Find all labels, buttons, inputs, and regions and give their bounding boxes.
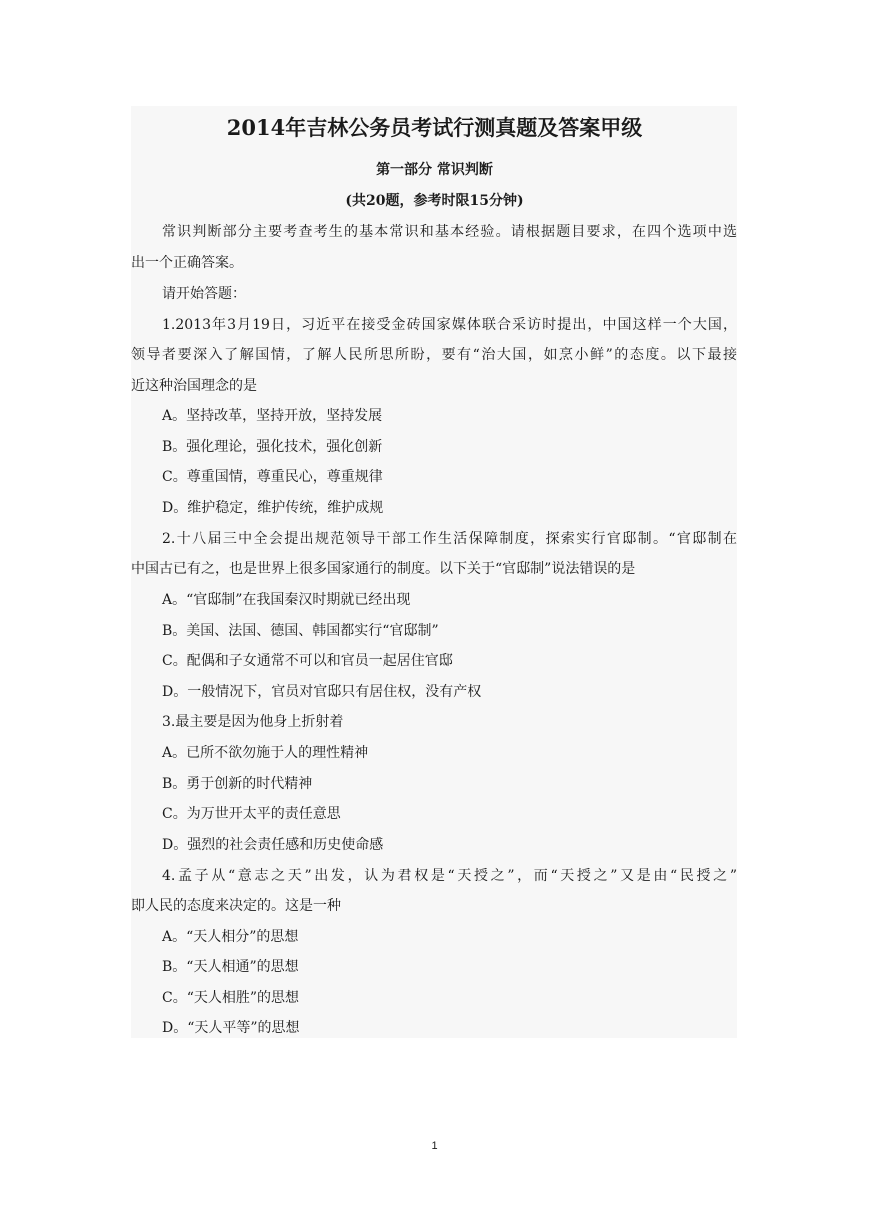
question-stem: 领导者要深入了解国情，了解人民所思所盼，要有“治大国，如烹小鲜”的态度。以下最接 [131, 347, 737, 363]
question-stem: 即人民的态度来决定的。这是一种 [131, 898, 341, 914]
option-d: D。强烈的社会责任感和历史使命感 [162, 837, 384, 853]
option-a: A。“天人相分”的思想 [162, 929, 299, 945]
option-c: C。配偶和子女通常不可以和官员一起居住官邸 [162, 653, 453, 669]
intro-paragraph: 常识判断部分主要考查考生的基本常识和基本经验。请根据题目要求，在四个选项中选 [162, 224, 737, 240]
option-b: B。勇于创新的时代精神 [162, 776, 313, 792]
option-b: B。“天人相通”的思想 [162, 959, 299, 975]
page-number: 1 [431, 1140, 438, 1152]
option-c: C。“天人相胜”的思想 [162, 990, 300, 1006]
option-a: A。坚持改革，坚持开放，坚持发展 [162, 408, 383, 424]
intro-paragraph: 出一个正确答案。 [131, 255, 243, 271]
option-d: D。维护稳定，维护传统，维护成规 [162, 500, 384, 516]
question-stem: 2.十八届三中全会提出规范领导干部工作生活保障制度，探索实行官邸制。“官邸制在 [162, 531, 737, 547]
option-c: C。尊重国情，尊重民心，尊重规律 [162, 469, 383, 485]
section-title: 第一部分 常识判断 [376, 162, 493, 178]
question-stem: 3.最主要是因为他身上折射着 [162, 714, 344, 730]
option-d: D。一般情况下，官员对官邸只有居住权，没有产权 [162, 684, 482, 700]
question-stem: 1.2013年3月19日，习近平在接受金砖国家媒体联合采访时提出，中国这样一个大国， [162, 317, 737, 333]
option-b: B。美国、法国、德国、韩国都实行“官邸制” [162, 623, 439, 639]
question-stem: 中国古已有之，也是世界上很多国家通行的制度。以下关于“官邸制”说法错误的是 [131, 561, 636, 577]
question-stem: 近这种治国理念的是 [131, 378, 257, 394]
start-prompt: 请开始答题： [162, 286, 246, 302]
option-b: B。强化理论，强化技术，强化创新 [162, 439, 383, 455]
option-a: A。已所不欲勿施于人的理性精神 [162, 745, 369, 761]
document-title: 2014年吉林公务员考试行测真题及答案甲级 [226, 115, 643, 140]
section-note: (共20题，参考时限15分钟) [345, 193, 524, 209]
question-stem: 4.孟子从“意志之天”出发，认为君权是“天授之”，而“天授之”又是由“民授之” [162, 868, 737, 884]
option-c: C。为万世开太平的责任意思 [162, 806, 341, 822]
option-a: A。“官邸制”在我国秦汉时期就已经出现 [162, 592, 411, 608]
option-d: D。“天人平等”的思想 [162, 1020, 300, 1036]
